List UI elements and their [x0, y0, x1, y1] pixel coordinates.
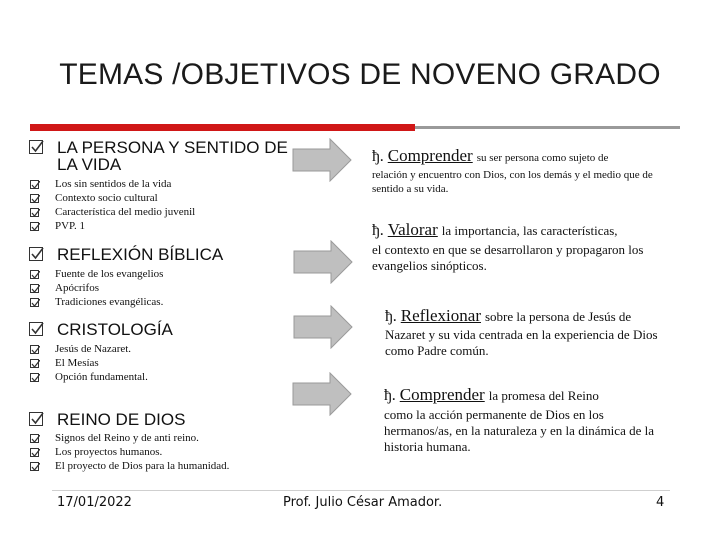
objective-bullet: ђ.	[372, 148, 384, 165]
checkbox-icon	[30, 345, 39, 354]
checkbox-icon	[30, 462, 39, 471]
arrow-right-icon	[292, 138, 352, 182]
objective-3-text: Nazaret y su vida centrada en la experiencia de Dios como Padre común.	[385, 327, 658, 358]
objective-2-text: el contexto en que se desarrollaron y propagaron los evangelios sinópticos.	[372, 242, 644, 273]
section-heading-reino: REINO DE DIOS	[57, 410, 186, 429]
checkbox-icon	[29, 247, 43, 261]
objective-4-text: como la acción permanente de Dios en los hermanos/as, en la naturaleza y en la dinámica de la historia humana.	[384, 407, 654, 454]
list-item: Jesús de Nazaret.	[55, 343, 132, 355]
checkbox-icon	[30, 194, 39, 203]
list-item: El Mesías	[55, 357, 99, 369]
arrow-right-icon	[292, 372, 352, 416]
list-item: Tradiciones evangélicas.	[55, 296, 164, 308]
objective-3-line	[385, 306, 695, 326]
checkbox-icon	[30, 208, 39, 217]
checkbox-icon	[29, 412, 43, 426]
list-item: Apócrifos	[55, 282, 99, 294]
list-item: El proyecto de Dios para la humanidad.	[55, 460, 230, 472]
checkbox-icon	[30, 298, 39, 307]
footer-author: Prof. Julio César Amador.	[283, 495, 443, 510]
checkbox-icon	[30, 270, 39, 279]
objective-1-line	[372, 146, 672, 166]
objective-1-text: relación y encuentro con Dios, con los demás y el medio que de sentido a su vida.	[372, 169, 653, 195]
list-item: Fuente de los evangelios	[55, 268, 164, 280]
arrow-right-icon	[293, 240, 353, 284]
footer-date: 17/01/2022	[57, 495, 132, 510]
arrow-right-icon	[293, 305, 353, 349]
objective-text-start: su ser persona como sujeto de	[476, 152, 609, 164]
checkbox-icon	[29, 140, 43, 154]
objective-verb: Valorar	[387, 220, 438, 239]
section-heading-cristologia: CRISTOLOGÍA	[57, 320, 173, 339]
checkbox-icon	[30, 434, 39, 443]
section-heading-persona: LA PERSONA Y SENTIDO DE LA VIDA	[57, 138, 288, 174]
objective-text-start: la promesa del Reino	[488, 388, 599, 403]
checkbox-icon	[30, 373, 39, 382]
checkbox-icon	[30, 448, 39, 457]
objective-bullet: ђ.	[372, 222, 384, 239]
section-heading-reflexion: REFLEXIÓN BÍBLICA	[57, 245, 224, 264]
list-item: Signos del Reino y de anti reino.	[55, 432, 199, 444]
checkbox-icon	[30, 284, 39, 293]
objective-2-line	[372, 220, 682, 240]
checkbox-icon	[30, 180, 39, 189]
checkbox-icon	[30, 222, 39, 231]
list-item: Característica del medio juvenil	[55, 206, 196, 218]
objective-bullet: ђ.	[384, 387, 396, 404]
slide-title: TEMAS /OBJETIVOS DE NOVENO GRADO	[59, 58, 661, 91]
page-number: 4	[656, 495, 665, 510]
objective-verb: Reflexionar	[400, 306, 481, 325]
list-item: Contexto socio cultural	[55, 192, 158, 204]
title-rule-red	[30, 124, 415, 131]
list-item: Opción fundamental.	[55, 371, 148, 383]
objective-verb: Comprender	[387, 146, 473, 165]
objective-4-line	[384, 385, 694, 405]
checkbox-icon	[30, 359, 39, 368]
checkbox-icon	[29, 322, 43, 336]
objective-text-start: sobre la persona de Jesús de	[484, 309, 632, 324]
objective-text-start: la importancia, las características,	[441, 223, 618, 238]
list-item: Los sin sentidos de la vida	[55, 178, 172, 190]
list-item: Los proyectos humanos.	[55, 446, 163, 458]
objective-bullet: ђ.	[385, 308, 397, 325]
objective-verb: Comprender	[399, 385, 485, 404]
list-item: PVP. 1	[55, 220, 85, 232]
footer-rule	[52, 490, 670, 491]
